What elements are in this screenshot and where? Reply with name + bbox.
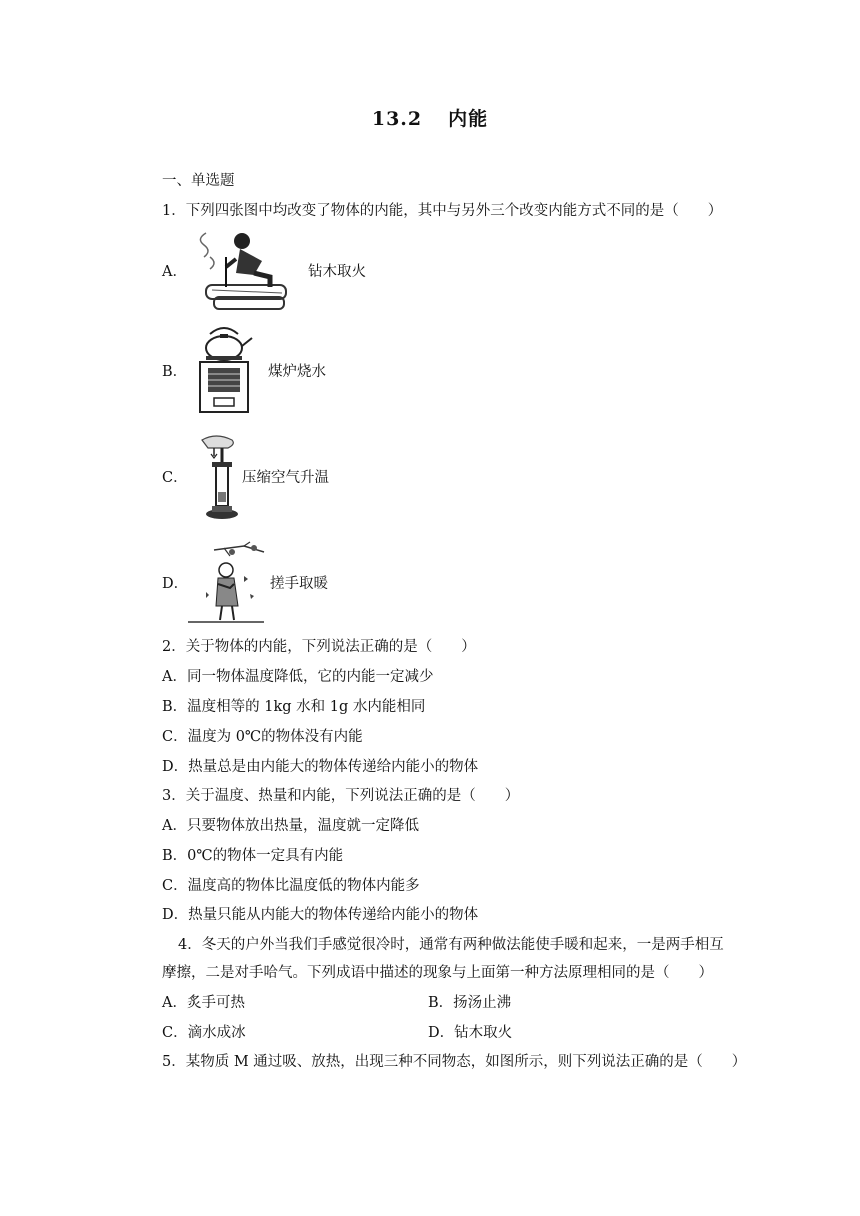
kettle-on-stove-illustration	[194, 322, 254, 416]
page-title	[0, 104, 860, 131]
q1-option-d-letter: D．	[162, 576, 189, 592]
q3-stem: 3．关于温度、热量和内能，下列说法正确的是（ ）	[162, 788, 520, 804]
q1-option-d-label: 搓手取暖	[270, 576, 328, 592]
q3-option-c: C．温度高的物体比温度低的物体内能多	[162, 878, 420, 894]
q4-option-a: A．炙手可热	[162, 995, 245, 1011]
q2-option-a: A．同一物体温度降低，它的内能一定减少	[162, 669, 434, 685]
q1-option-b-letter: B．	[162, 364, 188, 380]
q3-option-a: A．只要物体放出热量，温度就一定降低	[162, 818, 419, 834]
q4-stem-line2: 摩擦，二是对手哈气。下列成语中描述的现象与上面第一种方法原理相同的是（ ）	[162, 965, 713, 981]
q1-option-a-letter: A．	[162, 264, 187, 280]
q2-stem: 2．关于物体的内能，下列说法正确的是（ ）	[162, 639, 476, 655]
title-number: 13.2	[371, 108, 423, 130]
rubbing-hands-winter-illustration	[184, 540, 270, 626]
q4-stem-line1: 4．冬天的户外当我们手感觉很冷时，通常有两种做法能使手暖和起来，一是两手相互	[178, 937, 724, 953]
q1-option-b-label: 煤炉烧水	[268, 364, 326, 380]
q2-option-c: C．温度为 0℃的物体没有内能	[162, 729, 363, 745]
air-compression-cylinder-illustration	[198, 432, 242, 524]
q1-option-c-letter: C．	[162, 470, 188, 486]
section-heading: 一、单选题	[162, 173, 235, 189]
q2-option-b: B．温度相等的 1kg 水和 1g 水内能相同	[162, 699, 426, 715]
title-name: 内能	[448, 108, 489, 130]
q4-option-d: D．钻木取火	[428, 1025, 513, 1041]
q1-option-a-label: 钻木取火	[308, 264, 366, 280]
q3-option-d: D．热量只能从内能大的物体传递给内能小的物体	[162, 907, 479, 923]
q1-option-c-label: 压缩空气升温	[242, 470, 329, 486]
q3-option-b: B．0℃的物体一定具有内能	[162, 848, 344, 864]
q1-stem: 1．下列四张图中均改变了物体的内能，其中与另外三个改变内能方式不同的是（ ）	[162, 203, 723, 219]
q5-stem: 5．某物质 M 通过吸、放热，出现三种不同物态，如图所示，则下列说法正确的是（ ）	[162, 1054, 747, 1070]
q2-option-d: D．热量总是由内能大的物体传递给内能小的物体	[162, 759, 479, 775]
q4-option-b: B．扬汤止沸	[428, 995, 512, 1011]
q4-option-c: C．滴水成冰	[162, 1025, 246, 1041]
drilling-wood-fire-illustration	[192, 227, 292, 317]
